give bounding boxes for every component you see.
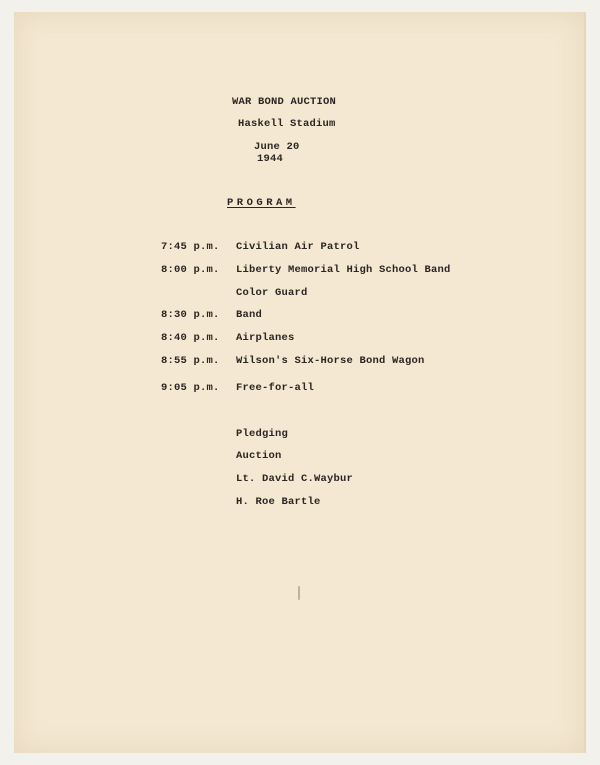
schedule-time: 9:05 p.m. (161, 382, 220, 394)
closing-item: H. Roe Bartle (236, 496, 321, 508)
closing-item: Auction (236, 450, 282, 462)
schedule-event: Liberty Memorial High School Band (236, 264, 451, 276)
schedule-event: Airplanes (236, 332, 295, 344)
schedule-time: 8:00 p.m. (161, 264, 220, 276)
schedule-event: Band (236, 309, 263, 321)
schedule-event: Civilian Air Patrol (236, 241, 360, 253)
event-year: 1944 (257, 153, 284, 165)
schedule-event: Color Guard (236, 287, 308, 299)
schedule-time: 8:30 p.m. (161, 309, 220, 321)
venue: Haskell Stadium (238, 118, 336, 130)
schedule-time: 8:40 p.m. (161, 332, 220, 344)
schedule-time: 7:45 p.m. (161, 241, 220, 253)
closing-item: Pledging (236, 428, 289, 440)
event-date: June 20 (254, 141, 300, 153)
paper-mark (298, 586, 300, 600)
document-title: WAR BOND AUCTION (232, 96, 337, 108)
program-heading: PROGRAM (227, 197, 296, 209)
closing-item: Lt. David C.Waybur (236, 473, 354, 485)
schedule-event: Wilson's Six-Horse Bond Wagon (236, 355, 425, 367)
schedule-time: 8:55 p.m. (161, 355, 220, 367)
schedule-event: Free-for-all (236, 382, 315, 394)
